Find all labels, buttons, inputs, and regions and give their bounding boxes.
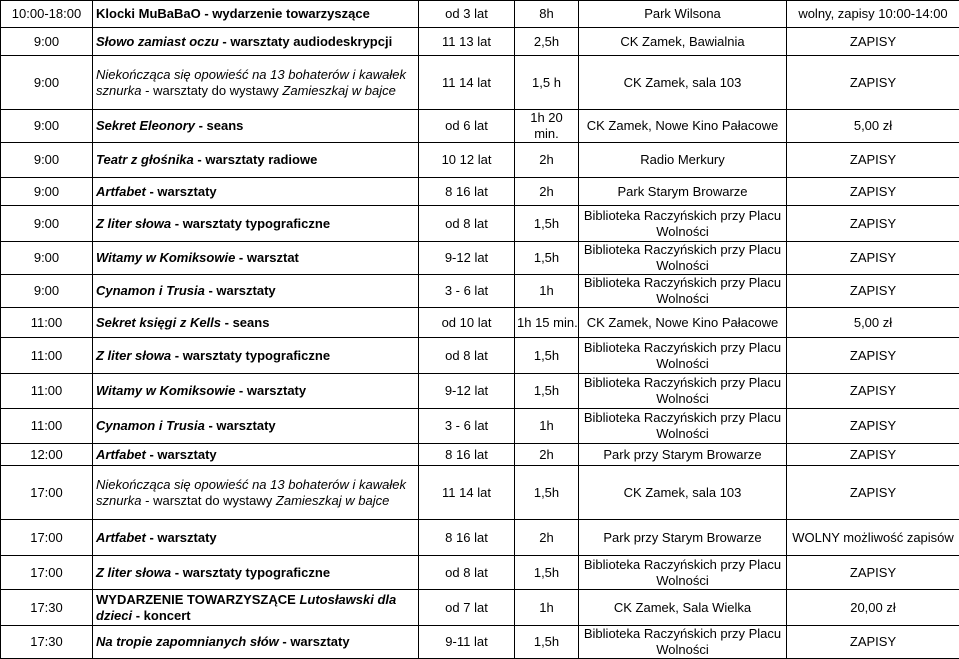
event-title-part: Lutosławski dla dzieci — [96, 592, 396, 623]
event-duration: 1h 20 min. — [515, 110, 579, 143]
event-title-part: Z liter słowa — [96, 565, 171, 580]
event-age: od 8 lat — [419, 206, 515, 242]
event-duration: 1,5h — [515, 206, 579, 242]
event-title-part: - warsztaty — [205, 283, 276, 298]
event-title-part: - warsztaty typograficzne — [171, 216, 330, 231]
event-place: CK Zamek, Nowe Kino Pałacowe — [579, 308, 787, 338]
event-time: 17:00 — [1, 556, 93, 590]
event-title — [93, 143, 419, 178]
event-title-part: - warsztaty — [235, 383, 306, 398]
event-title-part: Artfabet — [96, 530, 146, 545]
event-title-part: - warsztaty typograficzne — [171, 348, 330, 363]
event-place: CK Zamek, Bawialnia — [579, 28, 787, 56]
event-title-part: - warsztaty do wystawy — [142, 83, 283, 98]
event-title-part: - warsztaty — [146, 184, 217, 199]
event-age: 9-12 lat — [419, 374, 515, 409]
event-duration: 2h — [515, 520, 579, 556]
event-place: Park Starym Browarze — [579, 178, 787, 206]
event-status: ZAPISY — [787, 374, 959, 409]
event-age: od 8 lat — [419, 338, 515, 374]
event-title-part: Witamy w Komiksowie — [96, 383, 235, 398]
event-age: 10 12 lat — [419, 143, 515, 178]
event-status: ZAPISY — [787, 626, 959, 659]
event-place: Biblioteka Raczyńskich przy Placu Wolności — [579, 242, 787, 275]
event-status: ZAPISY — [787, 409, 959, 444]
event-title-part: - warsztaty typograficzne — [171, 565, 330, 580]
schedule-row — [1, 520, 959, 556]
event-age: od 10 lat — [419, 308, 515, 338]
event-title — [93, 110, 419, 143]
schedule-row — [1, 275, 959, 308]
event-time: 9:00 — [1, 28, 93, 56]
event-title — [93, 28, 419, 56]
event-title-part: Niekończąca się opowieść na 13 bohaterów i kawałek sznurka — [96, 477, 406, 508]
schedule-row — [1, 110, 959, 143]
event-place: Biblioteka Raczyńskich przy Placu Wolności — [579, 556, 787, 590]
event-duration: 1,5h — [515, 242, 579, 275]
event-time: 9:00 — [1, 275, 93, 308]
event-status: 5,00 zł — [787, 308, 959, 338]
event-duration: 1h 15 min. — [515, 308, 579, 338]
event-age: 11 13 lat — [419, 28, 515, 56]
event-title — [93, 374, 419, 409]
event-status: 5,00 zł — [787, 110, 959, 143]
event-age: 11 14 lat — [419, 466, 515, 520]
event-time: 9:00 — [1, 206, 93, 242]
event-title-part: Sekret Eleonory — [96, 118, 195, 133]
event-title-part: - warsztaty — [146, 530, 217, 545]
event-time: 9:00 — [1, 242, 93, 275]
event-title — [93, 338, 419, 374]
event-time: 9:00 — [1, 178, 93, 206]
event-status: WOLNY możliwość zapisów — [787, 520, 959, 556]
event-age: 9-11 lat — [419, 626, 515, 659]
event-title-part: Teatr z głośnika — [96, 152, 194, 167]
schedule-row — [1, 308, 959, 338]
event-age: od 6 lat — [419, 110, 515, 143]
schedule-row — [1, 1, 959, 28]
event-title-part: Na tropie zapomnianych słów — [96, 634, 279, 649]
event-status: ZAPISY — [787, 444, 959, 466]
schedule-row — [1, 206, 959, 242]
event-duration: 1,5h — [515, 374, 579, 409]
event-duration: 1h — [515, 275, 579, 308]
event-duration: 1h — [515, 590, 579, 626]
event-duration: 2h — [515, 143, 579, 178]
event-title-part: - warsztaty — [146, 447, 217, 462]
event-title-part: Zamieszkaj w bajce — [276, 493, 389, 508]
event-status: ZAPISY — [787, 466, 959, 520]
event-title — [93, 444, 419, 466]
event-title — [93, 275, 419, 308]
event-title-part: Artfabet — [96, 184, 146, 199]
schedule-row — [1, 466, 959, 520]
event-duration: 1,5h — [515, 466, 579, 520]
event-time: 17:00 — [1, 520, 93, 556]
event-time: 11:00 — [1, 374, 93, 409]
event-title — [93, 242, 419, 275]
event-title-part: Słowo zamiast oczu — [96, 34, 219, 49]
schedule-row — [1, 556, 959, 590]
event-age: 8 16 lat — [419, 178, 515, 206]
event-status: ZAPISY — [787, 56, 959, 110]
event-status: ZAPISY — [787, 275, 959, 308]
event-place: Park przy Starym Browarze — [579, 444, 787, 466]
event-time: 17:30 — [1, 626, 93, 659]
event-time: 11:00 — [1, 409, 93, 444]
event-status: ZAPISY — [787, 338, 959, 374]
event-place: CK Zamek, Nowe Kino Pałacowe — [579, 110, 787, 143]
event-status: 20,00 zł — [787, 590, 959, 626]
event-title-part: - warsztaty — [205, 418, 276, 433]
event-status: wolny, zapisy 10:00-14:00 — [787, 1, 959, 28]
schedule-row — [1, 28, 959, 56]
event-title — [93, 466, 419, 520]
event-status: ZAPISY — [787, 206, 959, 242]
event-time: 10:00-18:00 — [1, 1, 93, 28]
event-title-part: - warsztat — [235, 250, 299, 265]
event-title — [93, 556, 419, 590]
schedule-row — [1, 409, 959, 444]
event-duration: 1h — [515, 409, 579, 444]
event-age: 3 - 6 lat — [419, 409, 515, 444]
event-duration: 2h — [515, 444, 579, 466]
event-time: 9:00 — [1, 56, 93, 110]
event-place: Biblioteka Raczyńskich przy Placu Wolności — [579, 338, 787, 374]
event-status: ZAPISY — [787, 242, 959, 275]
schedule-row — [1, 338, 959, 374]
event-title-part: Z liter słowa — [96, 348, 171, 363]
schedule-row — [1, 444, 959, 466]
event-title-part: - warsztat do wystawy — [142, 493, 276, 508]
event-age: 11 14 lat — [419, 56, 515, 110]
event-title-part: Klocki MuBaBaO - wydarzenie towarzyszące — [96, 6, 370, 21]
event-place: Park przy Starym Browarze — [579, 520, 787, 556]
event-title-part: Z liter słowa — [96, 216, 171, 231]
event-title-part: Zamieszkaj w bajce — [282, 83, 395, 98]
event-place: Biblioteka Raczyńskich przy Placu Wolności — [579, 626, 787, 659]
event-status: ZAPISY — [787, 143, 959, 178]
schedule-row — [1, 626, 959, 659]
event-status: ZAPISY — [787, 28, 959, 56]
event-place: Radio Merkury — [579, 143, 787, 178]
event-place: Biblioteka Raczyńskich przy Placu Wolności — [579, 275, 787, 308]
event-duration: 1,5 h — [515, 56, 579, 110]
event-place: Park Wilsona — [579, 1, 787, 28]
event-age: 8 16 lat — [419, 444, 515, 466]
event-title — [93, 626, 419, 659]
event-time: 17:00 — [1, 466, 93, 520]
event-title — [93, 409, 419, 444]
event-age: 3 - 6 lat — [419, 275, 515, 308]
event-title-part: Artfabet — [96, 447, 146, 462]
schedule-row — [1, 242, 959, 275]
event-duration: 8h — [515, 1, 579, 28]
event-age: 8 16 lat — [419, 520, 515, 556]
event-title-part: Cynamon i Trusia — [96, 283, 205, 298]
event-duration: 2,5h — [515, 28, 579, 56]
event-title — [93, 520, 419, 556]
event-place: CK Zamek, sala 103 — [579, 466, 787, 520]
event-title-part: - seans — [221, 315, 269, 330]
event-duration: 1,5h — [515, 338, 579, 374]
schedule-row — [1, 143, 959, 178]
event-title-part: - warsztaty radiowe — [194, 152, 318, 167]
event-status: ZAPISY — [787, 178, 959, 206]
event-place: Biblioteka Raczyńskich przy Placu Wolności — [579, 206, 787, 242]
event-age: 9-12 lat — [419, 242, 515, 275]
event-title-part: - warsztaty audiodeskrypcji — [219, 34, 392, 49]
schedule-row — [1, 590, 959, 626]
schedule-row — [1, 56, 959, 110]
event-title — [93, 590, 419, 626]
event-place: CK Zamek, sala 103 — [579, 56, 787, 110]
event-title-part: WYDARZENIE TOWARZYSZĄCE — [96, 592, 299, 607]
event-age: od 7 lat — [419, 590, 515, 626]
event-title-part: - koncert — [132, 608, 191, 623]
event-title-part: - warsztaty — [279, 634, 350, 649]
event-place: Biblioteka Raczyńskich przy Placu Wolności — [579, 374, 787, 409]
event-title — [93, 308, 419, 338]
schedule-row — [1, 178, 959, 206]
event-title — [93, 178, 419, 206]
schedule-row — [1, 374, 959, 409]
event-title-part: Niekończąca się opowieść na 13 bohaterów i kawałek sznurka — [96, 67, 406, 98]
event-duration: 1,5h — [515, 626, 579, 659]
event-age: od 3 lat — [419, 1, 515, 28]
event-status: ZAPISY — [787, 556, 959, 590]
event-title-part: Cynamon i Trusia — [96, 418, 205, 433]
event-title-part: Sekret księgi z Kells — [96, 315, 221, 330]
event-title-part: - seans — [195, 118, 243, 133]
event-title — [93, 1, 419, 28]
event-time: 12:00 — [1, 444, 93, 466]
event-time: 11:00 — [1, 308, 93, 338]
event-title — [93, 56, 419, 110]
event-age: od 8 lat — [419, 556, 515, 590]
event-title — [93, 206, 419, 242]
event-time: 17:30 — [1, 590, 93, 626]
event-title-part: Witamy w Komiksowie — [96, 250, 235, 265]
event-time: 9:00 — [1, 110, 93, 143]
event-time: 11:00 — [1, 338, 93, 374]
event-duration: 2h — [515, 178, 579, 206]
event-place: CK Zamek, Sala Wielka — [579, 590, 787, 626]
event-duration: 1,5h — [515, 556, 579, 590]
event-time: 9:00 — [1, 143, 93, 178]
event-place: Biblioteka Raczyńskich przy Placu Wolności — [579, 409, 787, 444]
